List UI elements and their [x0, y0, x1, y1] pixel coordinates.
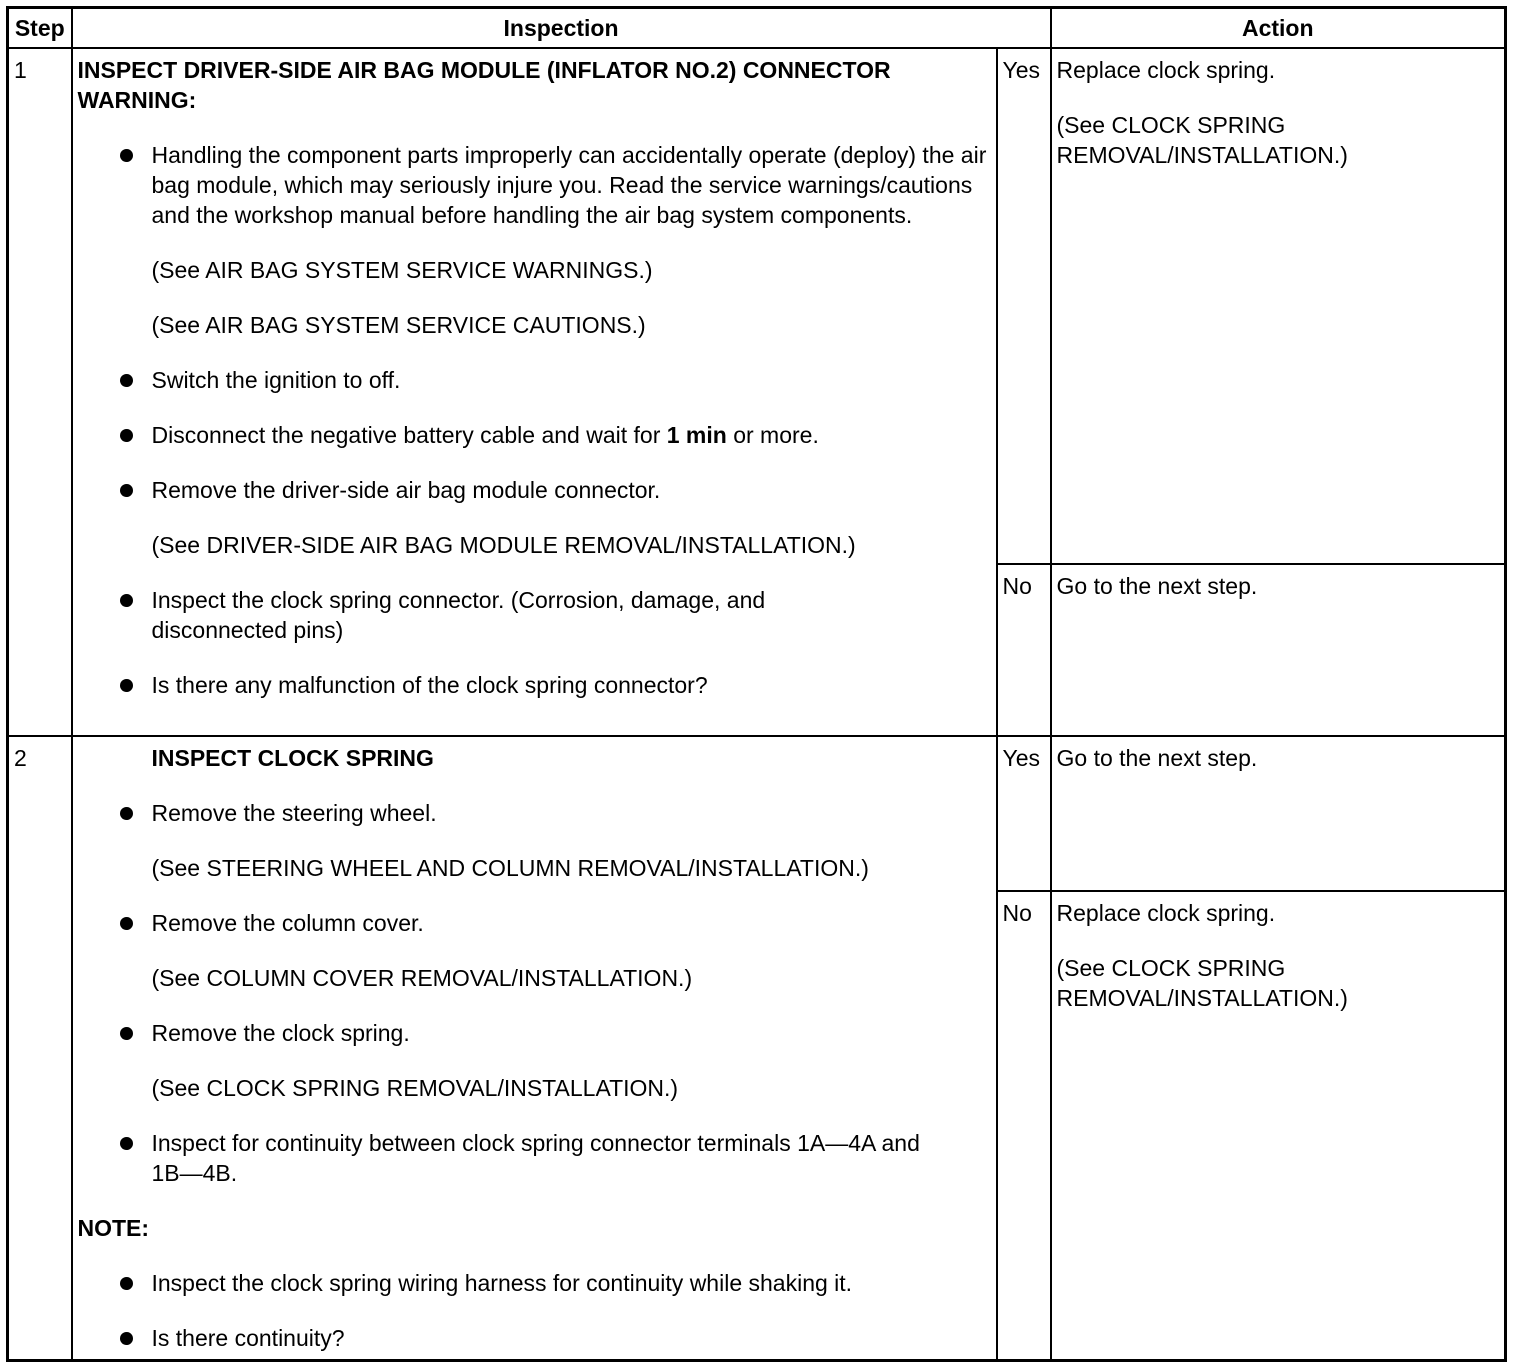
step-1-heading-title: INSPECT DRIVER-SIDE AIR BAG MODULE (INFLATOR NO.2) CONNECTOR	[77, 57, 891, 83]
step-2-item-1	[78, 798, 991, 828]
step-2-item-9	[78, 1268, 991, 1298]
step-1-no-action-line-1: Go to the next step.	[1056, 573, 1258, 599]
bullet-icon	[120, 807, 133, 820]
step-1-item-5-text-before: Disconnect the negative battery cable and wait for	[151, 422, 667, 448]
step-column-header: Step	[8, 8, 72, 49]
step-1-yes-action	[1051, 48, 1506, 564]
step-2-item-9-text: Inspect the clock spring wiring harness for continuity while shaking it.	[151, 1270, 853, 1296]
step-2-note-label: NOTE:	[77, 1215, 150, 1241]
bullet-icon	[120, 149, 133, 162]
step-1-item-9	[78, 670, 991, 700]
step-2-item-6: (See CLOCK SPRING REMOVAL/INSTALLATION.)	[151, 1075, 679, 1101]
step-1-yes-action-line-2: (See CLOCK SPRING REMOVAL/INSTALLATION.)	[1056, 112, 1348, 168]
step-1-item-6	[78, 475, 991, 505]
step-1-yes-row	[8, 48, 1506, 564]
step-1-yes-label: Yes	[997, 48, 1051, 564]
bullet-icon	[120, 679, 133, 692]
step-1-item-3: (See AIR BAG SYSTEM SERVICE CAUTIONS.)	[151, 312, 646, 338]
step-1-item-4	[78, 365, 991, 395]
step-2-item-2: (See STEERING WHEEL AND COLUMN REMOVAL/INSTALLATION.)	[151, 855, 869, 881]
step-1-item-1	[78, 140, 991, 230]
step-1-item-5-bold: 1 min	[666, 422, 727, 448]
step-2-inspection	[72, 736, 997, 1361]
action-column-header: Action	[1051, 8, 1506, 49]
step-2-heading: INSPECT CLOCK SPRING	[151, 745, 434, 771]
diagnostic-procedure-table	[6, 6, 1507, 1362]
inspection-column-header: Inspection	[72, 8, 1051, 49]
table-header-row	[8, 8, 1506, 49]
step-1-heading-warning: WARNING:	[77, 87, 197, 113]
step-2-yes-label: Yes	[997, 736, 1051, 891]
bullet-icon	[120, 917, 133, 930]
step-2-yes-action	[1051, 736, 1506, 891]
step-2-no-action	[1051, 891, 1506, 1361]
step-2-item-7-text: Inspect for continuity between clock spring connector terminals 1A—4A and 1B—4B.	[151, 1130, 920, 1186]
step-1-item-8	[78, 585, 991, 645]
step-2-yes-action-line-1: Go to the next step.	[1056, 745, 1258, 771]
bullet-icon	[120, 1137, 133, 1150]
step-1-no-action	[1051, 564, 1506, 736]
step-1-number: 1	[8, 48, 72, 736]
step-2-item-5	[78, 1018, 991, 1048]
step-1-item-6-text: Remove the driver-side air bag module connector.	[151, 477, 661, 503]
step-1-inspection	[72, 48, 997, 736]
bullet-icon	[120, 1027, 133, 1040]
bullet-icon	[120, 594, 133, 607]
step-2-item-4: (See COLUMN COVER REMOVAL/INSTALLATION.)	[151, 965, 693, 991]
bullet-icon	[120, 1277, 133, 1290]
step-2-yes-row	[8, 736, 1506, 891]
step-1-no-label: No	[997, 564, 1051, 736]
step-1-item-5-text-after: or more.	[726, 422, 819, 448]
step-2-no-action-line-2: (See CLOCK SPRING REMOVAL/INSTALLATION.)	[1056, 955, 1348, 1011]
step-2-item-3-text: Remove the column cover.	[151, 910, 424, 936]
step-2-no-action-line-1: Replace clock spring.	[1056, 900, 1276, 926]
step-2-item-7	[78, 1128, 991, 1188]
step-1-item-9-text: Is there any malfunction of the clock spring connector?	[151, 672, 708, 698]
step-2-item-10	[78, 1323, 991, 1353]
step-1-item-8-text: Inspect the clock spring connector. (Corrosion, damage, and disconnected pins)	[151, 587, 766, 643]
bullet-icon	[120, 429, 133, 442]
step-1-item-2: (See AIR BAG SYSTEM SERVICE WARNINGS.)	[151, 257, 653, 283]
bullet-icon	[120, 1332, 133, 1345]
step-1-item-1-text: Handling the component parts improperly can accidentally operate (deploy) the air bag module, which may seriously injure you. Read the service warnings/cautions and the workshop manual before handling the air bag system components.	[151, 142, 987, 228]
step-2-item-10-text: Is there continuity?	[151, 1325, 345, 1351]
step-2-item-1-text: Remove the steering wheel.	[151, 800, 437, 826]
step-1-heading	[78, 55, 991, 115]
step-1-item-7: (See DRIVER-SIDE AIR BAG MODULE REMOVAL/INSTALLATION.)	[151, 532, 856, 558]
step-2-item-5-text: Remove the clock spring.	[151, 1020, 410, 1046]
bullet-icon	[120, 374, 133, 387]
bullet-icon	[120, 484, 133, 497]
step-1-item-5	[78, 420, 991, 450]
step-2-number: 2	[8, 736, 72, 1361]
step-2-item-3	[78, 908, 991, 938]
step-1-item-4-text: Switch the ignition to off.	[151, 367, 401, 393]
step-2-no-label: No	[997, 891, 1051, 1361]
step-1-yes-action-line-1: Replace clock spring.	[1056, 57, 1276, 83]
